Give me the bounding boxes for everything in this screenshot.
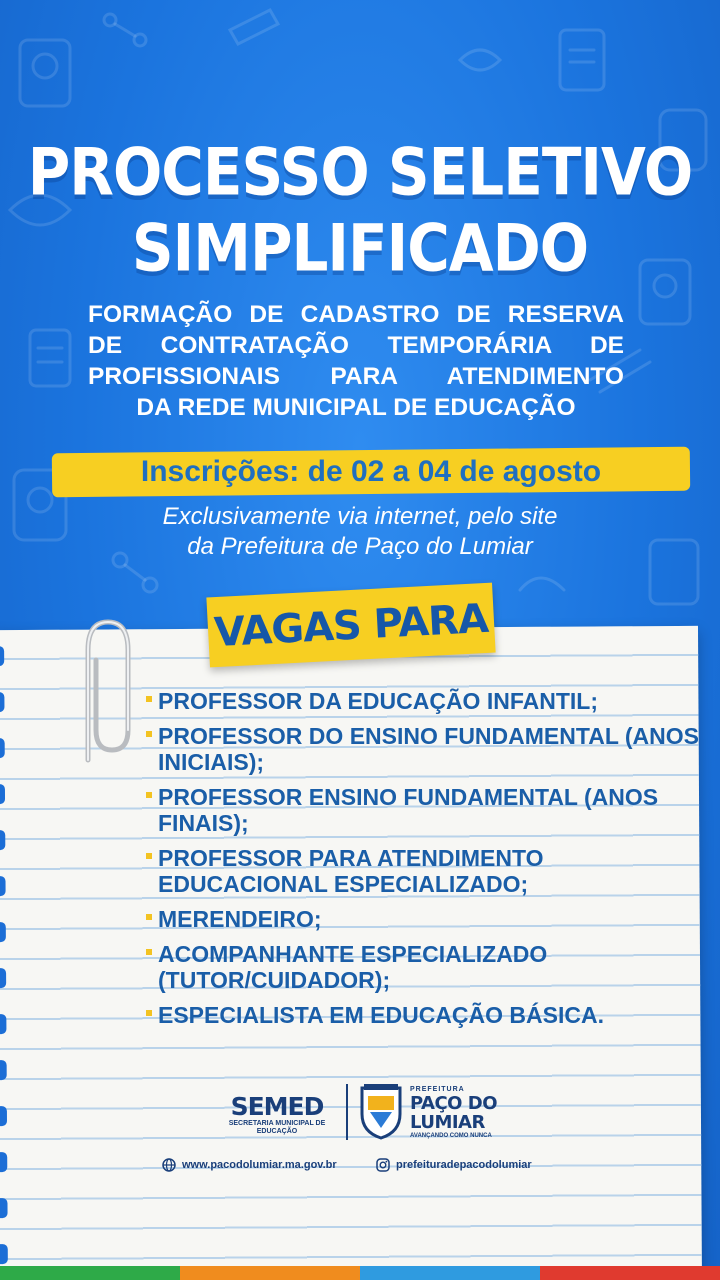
vacancy-item: PROFESSOR DA EDUCAÇÃO INFANTIL; xyxy=(146,688,706,714)
vacancy-item: ESPECIALISTA EM EDUCAÇÃO BÁSICA. xyxy=(146,1002,706,1028)
city-slogan: AVANÇANDO COMO NUNCA xyxy=(410,1133,492,1139)
city-logo xyxy=(410,1086,497,1140)
city-prefix: PREFEITURA xyxy=(410,1086,465,1093)
registration-note-line-2: da Prefeitura de Paço do Lumiar xyxy=(187,533,533,560)
semed-name: SEMED xyxy=(230,1092,324,1121)
city-name-line-2: LUMIAR xyxy=(410,1112,485,1133)
title-line-1: PROCESSO SELETIVO xyxy=(27,133,693,211)
city-name-line-1: PAÇO DO xyxy=(410,1093,497,1114)
title-line-2: SIMPLIFICADO xyxy=(131,209,589,287)
subtitle-line-3: PROFISSIONAIS PARA ATENDIMENTO xyxy=(88,363,624,390)
registration-dates: Inscrições: de 02 a 04 de agosto xyxy=(140,455,602,488)
instagram-link[interactable] xyxy=(376,1158,532,1172)
website-text: www.pacodolumiar.ma.gov.br xyxy=(182,1159,337,1171)
vagas-heading: VAGAS PARA xyxy=(212,595,490,657)
vacancy-list xyxy=(146,688,706,1037)
instagram-icon xyxy=(376,1158,390,1172)
vacancy-item: PROFESSOR ENSINO FUNDAMENTAL (ANOS FINAIS); xyxy=(146,784,706,836)
vacancy-item: PROFESSOR PARA ATENDIMENTO EDUCACIONAL ESPECIALIZADO; xyxy=(146,845,706,897)
vacancy-item: ACOMPANHANTE ESPECIALIZADO (TUTOR/CUIDADOR); xyxy=(146,941,706,993)
paper-holes xyxy=(0,630,10,1280)
vacancy-item: MERENDEIRO; xyxy=(146,906,706,932)
vacancy-item: PROFESSOR DO ENSINO FUNDAMENTAL (ANOS INICIAIS); xyxy=(146,723,706,775)
paperclip-icon xyxy=(74,610,138,770)
color-stripe xyxy=(0,1266,720,1280)
subtitle-line-1: FORMAÇÃO DE CADASTRO DE RESERVA xyxy=(88,301,624,328)
registration-note-line-1: Exclusivamente via internet, pelo site xyxy=(162,503,558,530)
logo-divider xyxy=(346,1084,348,1140)
instagram-text: prefeituradepacodolumiar xyxy=(396,1159,532,1171)
city-coat-of-arms-icon xyxy=(358,1082,404,1140)
subtitle-line-4: DA REDE MUNICIPAL DE EDUCAÇÃO xyxy=(136,394,576,421)
subtitle-line-2: DE CONTRATAÇÃO TEMPORÁRIA DE xyxy=(88,332,624,359)
website-link[interactable] xyxy=(162,1158,337,1172)
semed-subtitle: SECRETARIA MUNICIPAL DE EDUCAÇÃO xyxy=(228,1120,326,1135)
globe-icon xyxy=(162,1158,176,1172)
semed-logo xyxy=(224,1094,330,1136)
